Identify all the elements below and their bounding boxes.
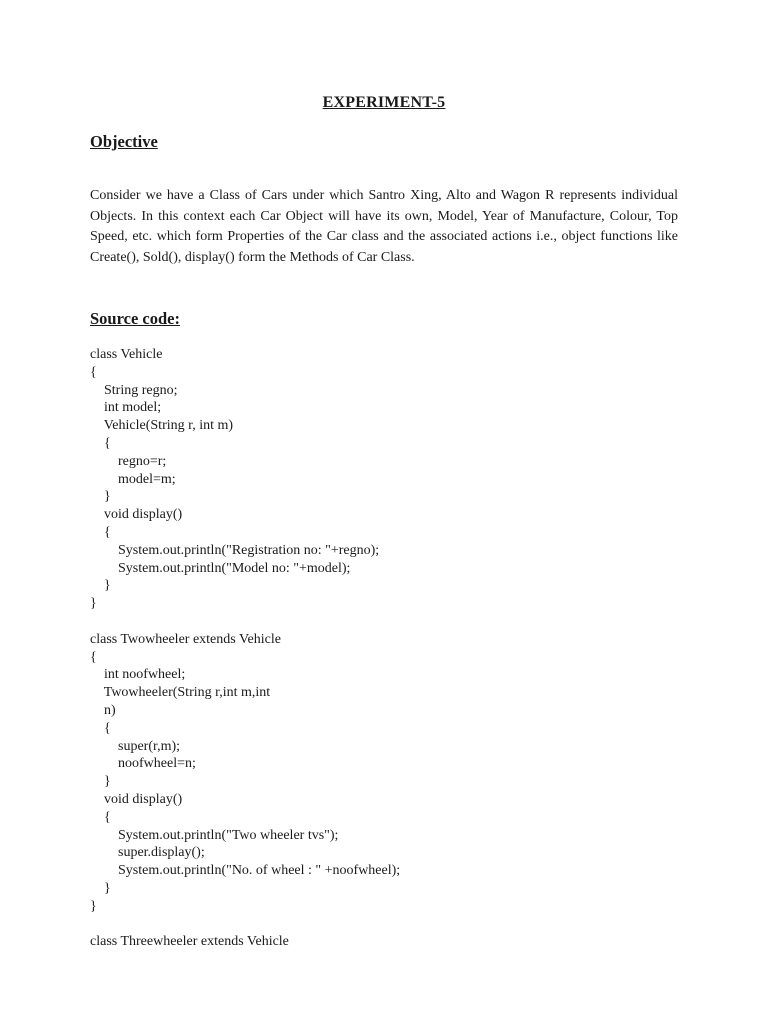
code-line: System.out.println("No. of wheel : " +noofwheel);	[90, 863, 401, 879]
page-title: EXPERIMENT-5	[322, 94, 446, 111]
code-line: }	[90, 578, 111, 594]
code-line: {	[90, 524, 111, 540]
code-line: class Threewheeler extends Vehicle	[90, 934, 289, 950]
code-line: Vehicle(String r, int m)	[90, 418, 234, 434]
code-line: }	[90, 898, 97, 914]
code-line: {	[90, 649, 97, 665]
code-line: void display()	[90, 791, 183, 807]
code-line: model=m;	[90, 471, 176, 487]
code-line: {	[90, 364, 97, 380]
code-line: regno=r;	[90, 453, 167, 469]
code-line: super(r,m);	[90, 738, 181, 754]
code-line: System.out.println("Two wheeler tvs");	[90, 827, 339, 843]
objective-paragraph: Consider we have a Class of Cars under which Santro Xing, Alto and Wagon R represents individual Objects. In this context each Car Object will have its own, Model, Year of Manufacture, Colour, Top Speed, etc. which form Properties of the Car class and the associated actions i.e., object functions like Create(), Sold(), display() form the Methods of Car Class.	[90, 188, 678, 265]
code-line: {	[90, 435, 111, 451]
code-line: noofwheel=n;	[90, 756, 196, 772]
source-code-heading: Source code:	[90, 309, 180, 328]
code-line: {	[90, 720, 111, 736]
code-line: }	[90, 489, 111, 505]
code-line: int model;	[90, 400, 162, 416]
code-line: super.display();	[90, 845, 205, 861]
code-line: n)	[90, 702, 116, 718]
code-line: String regno;	[90, 382, 178, 398]
code-line: }	[90, 880, 111, 896]
source-code-block	[90, 346, 690, 951]
code-line: }	[90, 596, 97, 612]
code-line: Twowheeler(String r,int m,int	[90, 685, 271, 701]
code-line: void display()	[90, 507, 183, 523]
code-line: int noofwheel;	[90, 667, 186, 683]
code-line	[90, 916, 690, 934]
code-line	[90, 613, 690, 631]
code-line: System.out.println("Registration no: "+regno);	[90, 542, 380, 558]
code-line: {	[90, 809, 111, 825]
code-line: class Vehicle	[90, 347, 163, 362]
objective-heading: Objective	[90, 132, 158, 151]
code-line: class Twowheeler extends Vehicle	[90, 631, 281, 647]
code-line: System.out.println("Model no: "+model);	[90, 560, 351, 576]
code-line: }	[90, 774, 111, 790]
